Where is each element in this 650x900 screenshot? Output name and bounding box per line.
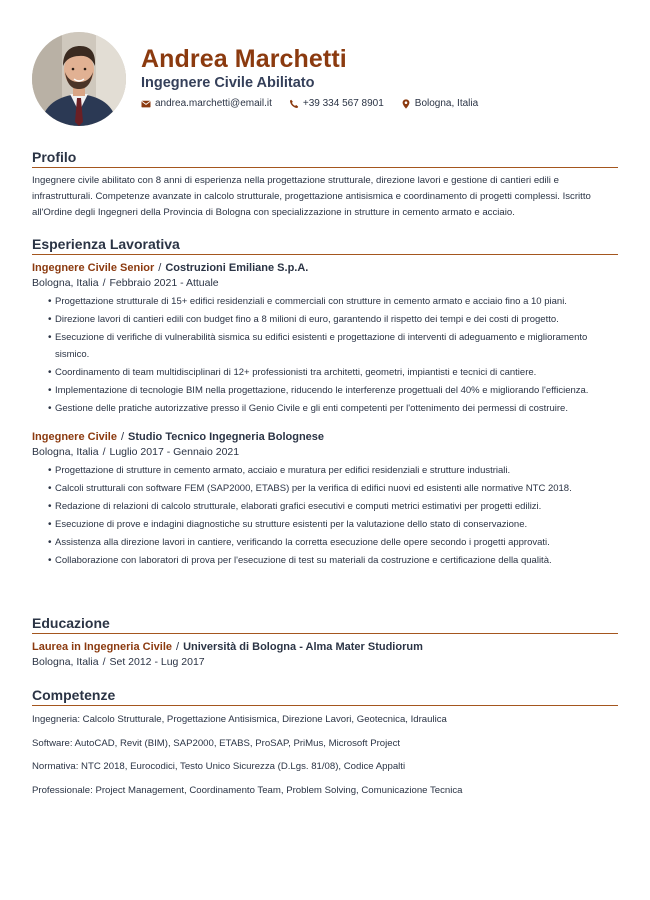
resume-header: [32, 30, 618, 130]
envelope-icon: [141, 99, 151, 109]
job-bullet: • Esecuzione di verifiche di vulnerabilità sismica su edifici esistenti e progettazione di interventi di adeguamento e miglioramento sismico.: [48, 330, 618, 363]
experience-section: [32, 235, 618, 571]
location-text: Bologna, Italia: [414, 98, 479, 109]
education-dates: Set 2012 - Lug 2017: [109, 656, 205, 668]
job-bullet: • Calcoli strutturali con software FEM (SAP2000, ETABS) per la verifica di edifici nuovi ed esistenti alle normative NTC 2018.: [48, 481, 618, 498]
education-entry: [32, 640, 618, 670]
job-bullet: • Esecuzione di prove e indagini diagnostiche su strutture esistenti per la valutazione dello stato di conservazione.: [48, 517, 618, 534]
phone-icon: [289, 99, 299, 109]
section-heading-profile: Profilo: [32, 148, 618, 168]
job-meta: [32, 276, 618, 291]
header-text: [141, 44, 495, 109]
job-separator: /: [120, 431, 125, 443]
job-entry: [32, 261, 618, 417]
skills-section: [32, 686, 618, 797]
job-bullets: [32, 463, 618, 570]
contact-email[interactable]: [141, 98, 272, 109]
job-header: [32, 430, 618, 445]
job-bullet: • Redazione di relazioni di calcolo strutturale, elaborati grafici esecutivi e computi metrici estimativi per progetti edilizi.: [48, 499, 618, 516]
contact-phone[interactable]: [289, 98, 384, 109]
job-bullet: • Progettazione strutturale di 15+ edifici residenziali e commerciali con strutture in cemento armato e acciaio fino a 10 piani.: [48, 294, 618, 311]
meta-separator: /: [102, 656, 106, 668]
skill-line: Professionale: Project Management, Coordinamento Team, Problem Solving, Comunicazione Tecnica: [32, 785, 463, 796]
profile-section: [32, 148, 618, 221]
job-location: Bologna, Italia: [32, 277, 99, 289]
education-section: [32, 614, 618, 670]
section-heading-experience: Esperienza Lavorativa: [32, 235, 618, 255]
meta-separator: /: [102, 446, 106, 458]
job-dates: Luglio 2017 - Gennaio 2021: [109, 446, 240, 458]
job-bullet: • Progettazione di strutture in cemento armato, acciaio e muratura per edifici residenziali e strutture industriali.: [48, 463, 618, 480]
job-bullets: [32, 294, 618, 417]
skill-line: Software: AutoCAD, Revit (BIM), SAP2000, ETABS, ProSAP, PriMus, Microsoft Project: [32, 738, 401, 749]
job-title: Ingegnere Civile Abilitato: [141, 75, 315, 91]
job-bullet: • Collaborazione con laboratori di prova per l'esecuzione di test su materiali da costruzione e certificazione della qualità.: [48, 553, 618, 570]
job-separator: /: [158, 262, 162, 274]
skill-line: Ingegneria: Calcolo Strutturale, Progettazione Antisismica, Direzione Lavori, Geotecnica, Idraulica: [32, 714, 447, 725]
job-bullet: • Gestione delle pratiche autorizzative presso il Genio Civile e gli enti competenti per l'ottenimento dei permessi di costruire.: [48, 401, 618, 418]
job-dates: Febbraio 2021 - Attuale: [109, 277, 219, 289]
education-separator: /: [176, 641, 180, 653]
profile-photo: [32, 32, 126, 126]
job-bullet: • Coordinamento di team multidisciplinari di 12+ professionisti tra architetti, geometri, impiantisti e tecnici di cantiere.: [48, 365, 618, 382]
school: Università di Bologna - Alma Mater Studiorum: [183, 641, 423, 653]
job-company: Studio Tecnico Ingegneria Bolognese: [128, 431, 325, 443]
contact-row: [141, 98, 495, 109]
full-name: Andrea Marchetti: [141, 45, 347, 73]
degree: Laurea in Ingegneria Civile: [32, 641, 172, 653]
job-company: Costruzioni Emiliane S.p.A.: [165, 262, 309, 274]
profile-summary: Ingegnere civile abilitato con 8 anni di esperienza nella progettazione strutturale, direzione lavori e gestione di cantieri edili e infrastrutturali. Competenze avanzate in calcolo strutturale, progettazione antisismica e coordinamento di progetti complessi. Iscritto all'Ordine degli Ingegneri della Provincia di Bologna con specializzazione in strutture in cemento armato e acciaio.: [32, 175, 591, 218]
section-heading-skills: Competenze: [32, 686, 618, 706]
meta-separator: /: [102, 277, 106, 289]
skill-line: Normativa: NTC 2018, Eurocodici, Testo Unico Sicurezza (D.Lgs. 81/08), Codice Appalti: [32, 761, 406, 772]
phone-text: +39 334 567 8901: [302, 98, 384, 109]
job-role: Ingegnere Civile Senior: [32, 262, 155, 274]
job-bullet: • Assistenza alla direzione lavori in cantiere, verificando la corretta esecuzione delle opere secondo i progetti approvati.: [48, 535, 618, 552]
contact-location: [401, 98, 478, 109]
job-header: [32, 261, 618, 276]
job-role: Ingegnere Civile: [32, 431, 117, 443]
location-pin-icon: [401, 99, 411, 109]
education-location: Bologna, Italia: [32, 656, 99, 668]
education-header: [32, 640, 618, 655]
section-heading-education: Educazione: [32, 614, 618, 634]
email-text: andrea.marchetti@email.it: [155, 98, 272, 109]
job-meta: [32, 445, 618, 460]
job-location: Bologna, Italia: [32, 446, 99, 458]
job-bullet: • Implementazione di tecnologie BIM nella progettazione, riducendo le interferenze progettuali del 40% e migliorando l'efficienza.: [48, 383, 618, 400]
avatar: [32, 32, 126, 126]
job-entry: [32, 430, 618, 570]
education-meta: [32, 655, 618, 670]
job-bullet: • Direzione lavori di cantieri edili con budget fino a 8 milioni di euro, garantendo il rispetto dei tempi e dei costi di progetto.: [48, 312, 618, 329]
